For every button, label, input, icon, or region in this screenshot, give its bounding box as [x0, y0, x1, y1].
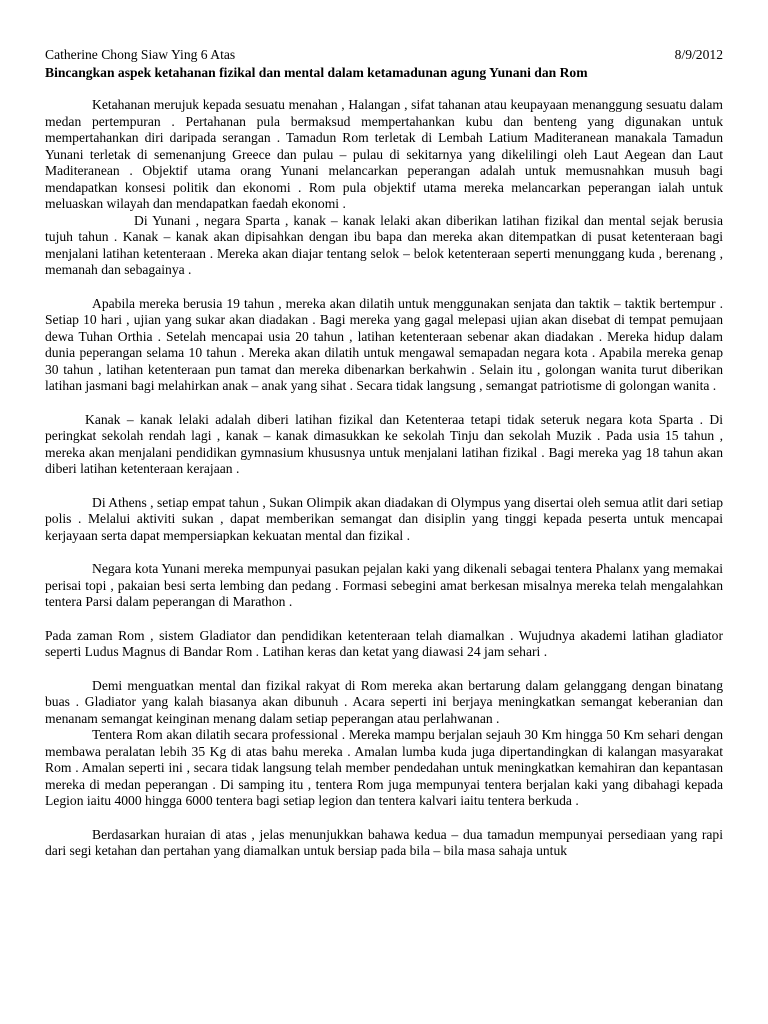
document-date: 8/9/2012 [674, 47, 723, 62]
essay-title: Bincangkan aspek ketahanan fizikal dan mental dalam ketamadunan agung Yunani dan Rom [45, 65, 588, 80]
paragraph-rome-arena: Demi menguatkan mental dan fizikal rakyat di Rom mereka akan bertarung dalam gelanggang dengan binatang buas . Gladiator yang kalah biasanya akan dibunuh . Acara seperti ini berjaya meningkatkan semangat keberanian dan menanam semangat keinginan menang dalam setiap peperangan atau perlahwanan . [45, 677, 723, 726]
paragraph-phalanx: Negara kota Yunani mereka mempunyai pasukan pejalan kaki yang dikenali sebagai tentera Phalanx yang memakai perisai topi , pakaian besi serta lembing dan pedang . Formasi sebegini amat berkesan misalnya mereka telah mengalahkan tentera Parsi dalam peperangan di Marathon . [45, 561, 723, 609]
paragraph-olympics: Di Athens , setiap empat tahun , Sukan Olimpik akan diadakan di Olympus yang disertai oleh semua atlit dari setiap polis . Melalui aktiviti sukan , dapat memberikan semangat dan disiplin yang tinggi kepada peserta untuk mencapai kerjayaan serta dapat mempersiapkan kekuatan mental dan fizikal . [45, 494, 723, 543]
document-header [45, 46, 723, 64]
paragraph-introduction: Ketahanan merujuk kepada sesuatu menahan , Halangan , sifat tahanan atau keupayaan menanggung sesuatu dalam medan pertempuran . Pertahanan pula bermaksud mempertahankan kubu dan benteng yang digunakan untuk mempertahankan diri daripada serangan . Tamadun Rom terletak di Lembah Latium Maditeranean manakala Tamadun Yunani terletak di semenanjung Greece dan pulau – pulau di sekitarnya yang dikelilingi oleh Laut Aegean dan Laut Maditeranean . Objektif utama orang Yunani melancarkan peperangan adalah untuk memusnahkan musuh bagi mendapatkan konsesi politik dan ekonomi . Rom pula objektif utama mereka melancarkan peperangan ialah untuk meluaskan wilayah dan mendapatkan faedah ekonomi . [45, 97, 723, 211]
paragraph-athens-boys: Kanak – kanak lelaki adalah diberi latihan fizikal dan Ketenteraa tetapi tidak seteruk negara kota Sparta . Di peringkat sekolah rendah lagi , kanak – kanak dimasukkan ke sekolah Tinju dan sekolah Muzik . Pada usia 15 tahun , mereka akan menjalani pendidikan gymnasium khususnya untuk menjalani latihan fizikal . Bagi mereka yag 18 tahun akan diberi latihan ketenteraan kerajaan . [45, 411, 723, 476]
paragraph-rome-gladiator: Pada zaman Rom , sistem Gladiator dan pendidikan ketenteraan telah diamalkan . Wujudnya akademi latihan gladiator seperti Ludus Magnus di Bandar Rom . Latihan keras dan ketat yang diawasi 24 jam sehari . [45, 627, 723, 659]
paragraph-rome-army: Tentera Rom akan dilatih secara professional . Mereka mampu berjalan sejauh 30 Km hingga 50 Km sehari dengan membawa peralatan lebih 35 Kg di atas bahu mereka . Amalan lumba kuda juga dipertandingkan di kalangan masyarakat Rom . Amalan seperti ini , secara tidak langsung telah member pendedahan untuk meningkatkan kemahiran dan kepantasan mereka di medan peperangan . Di samping itu , tentera Rom juga mempunyai tentera berjalan kaki yang dibahagi kepada Legion iaitu 4000 hingga 6000 tentera bagi setiap legion dan tentera kalvari iaitu tentera berkuda . [45, 727, 723, 808]
paragraph-sparta-adults: Apabila mereka berusia 19 tahun , mereka akan dilatih untuk menggunakan senjata dan taktik – taktik bertempur . Setiap 10 hari , ujian yang sukar akan diadakan . Bagi mereka yang gagal melepasi ujian akan disebat di tempat pemujaan dewa Tuhan Orthia . Setelah mencapai usia 20 tahun , latihan ketenteraan sebenar akan diadakan . Mereka hidup dalam dunia peperangan selama 10 tahun . Mereka akan dilatih untuk mengawal semapadan negara kota . Apabila mereka genap 30 tahun , latihan ketenteraan pun tamat dan mereka dibenarkan berkahwin . Selain itu , golongan wanita turut diberikan latihan jasmani bagi melahirkan anak – anak yang sihat . Secara tidak langsung , semangat patriotisme di golongan wanita . [45, 295, 723, 393]
essay-body [45, 97, 723, 860]
author-line: Catherine Chong Siaw Ying 6 Atas [45, 47, 236, 62]
paragraph-conclusion: Berdasarkan huraian di atas , jelas menunjukkan bahawa kedua – dua tamadun mempunyai persediaan yang rapi dari segi ketahan dan pertahan yang diamalkan untuk bersiap pada bila – bila masa sahaja untuk [45, 826, 723, 858]
paragraph-sparta-children: Di Yunani , negara Sparta , kanak – kanak lelaki akan diberikan latihan fizikal dan mental sejak berusia tujuh tahun . Kanak – kanak akan dipisahkan dengan ibu bapa dan mereka akan ditempatkan di pusat ketenteraan bagi menjalani latihan ketenteraan . Mereka akan diajar tentang selok – belok ketenteraan seperti menunggang kuda , berenang , memanah dan sebagainya . [45, 212, 723, 277]
